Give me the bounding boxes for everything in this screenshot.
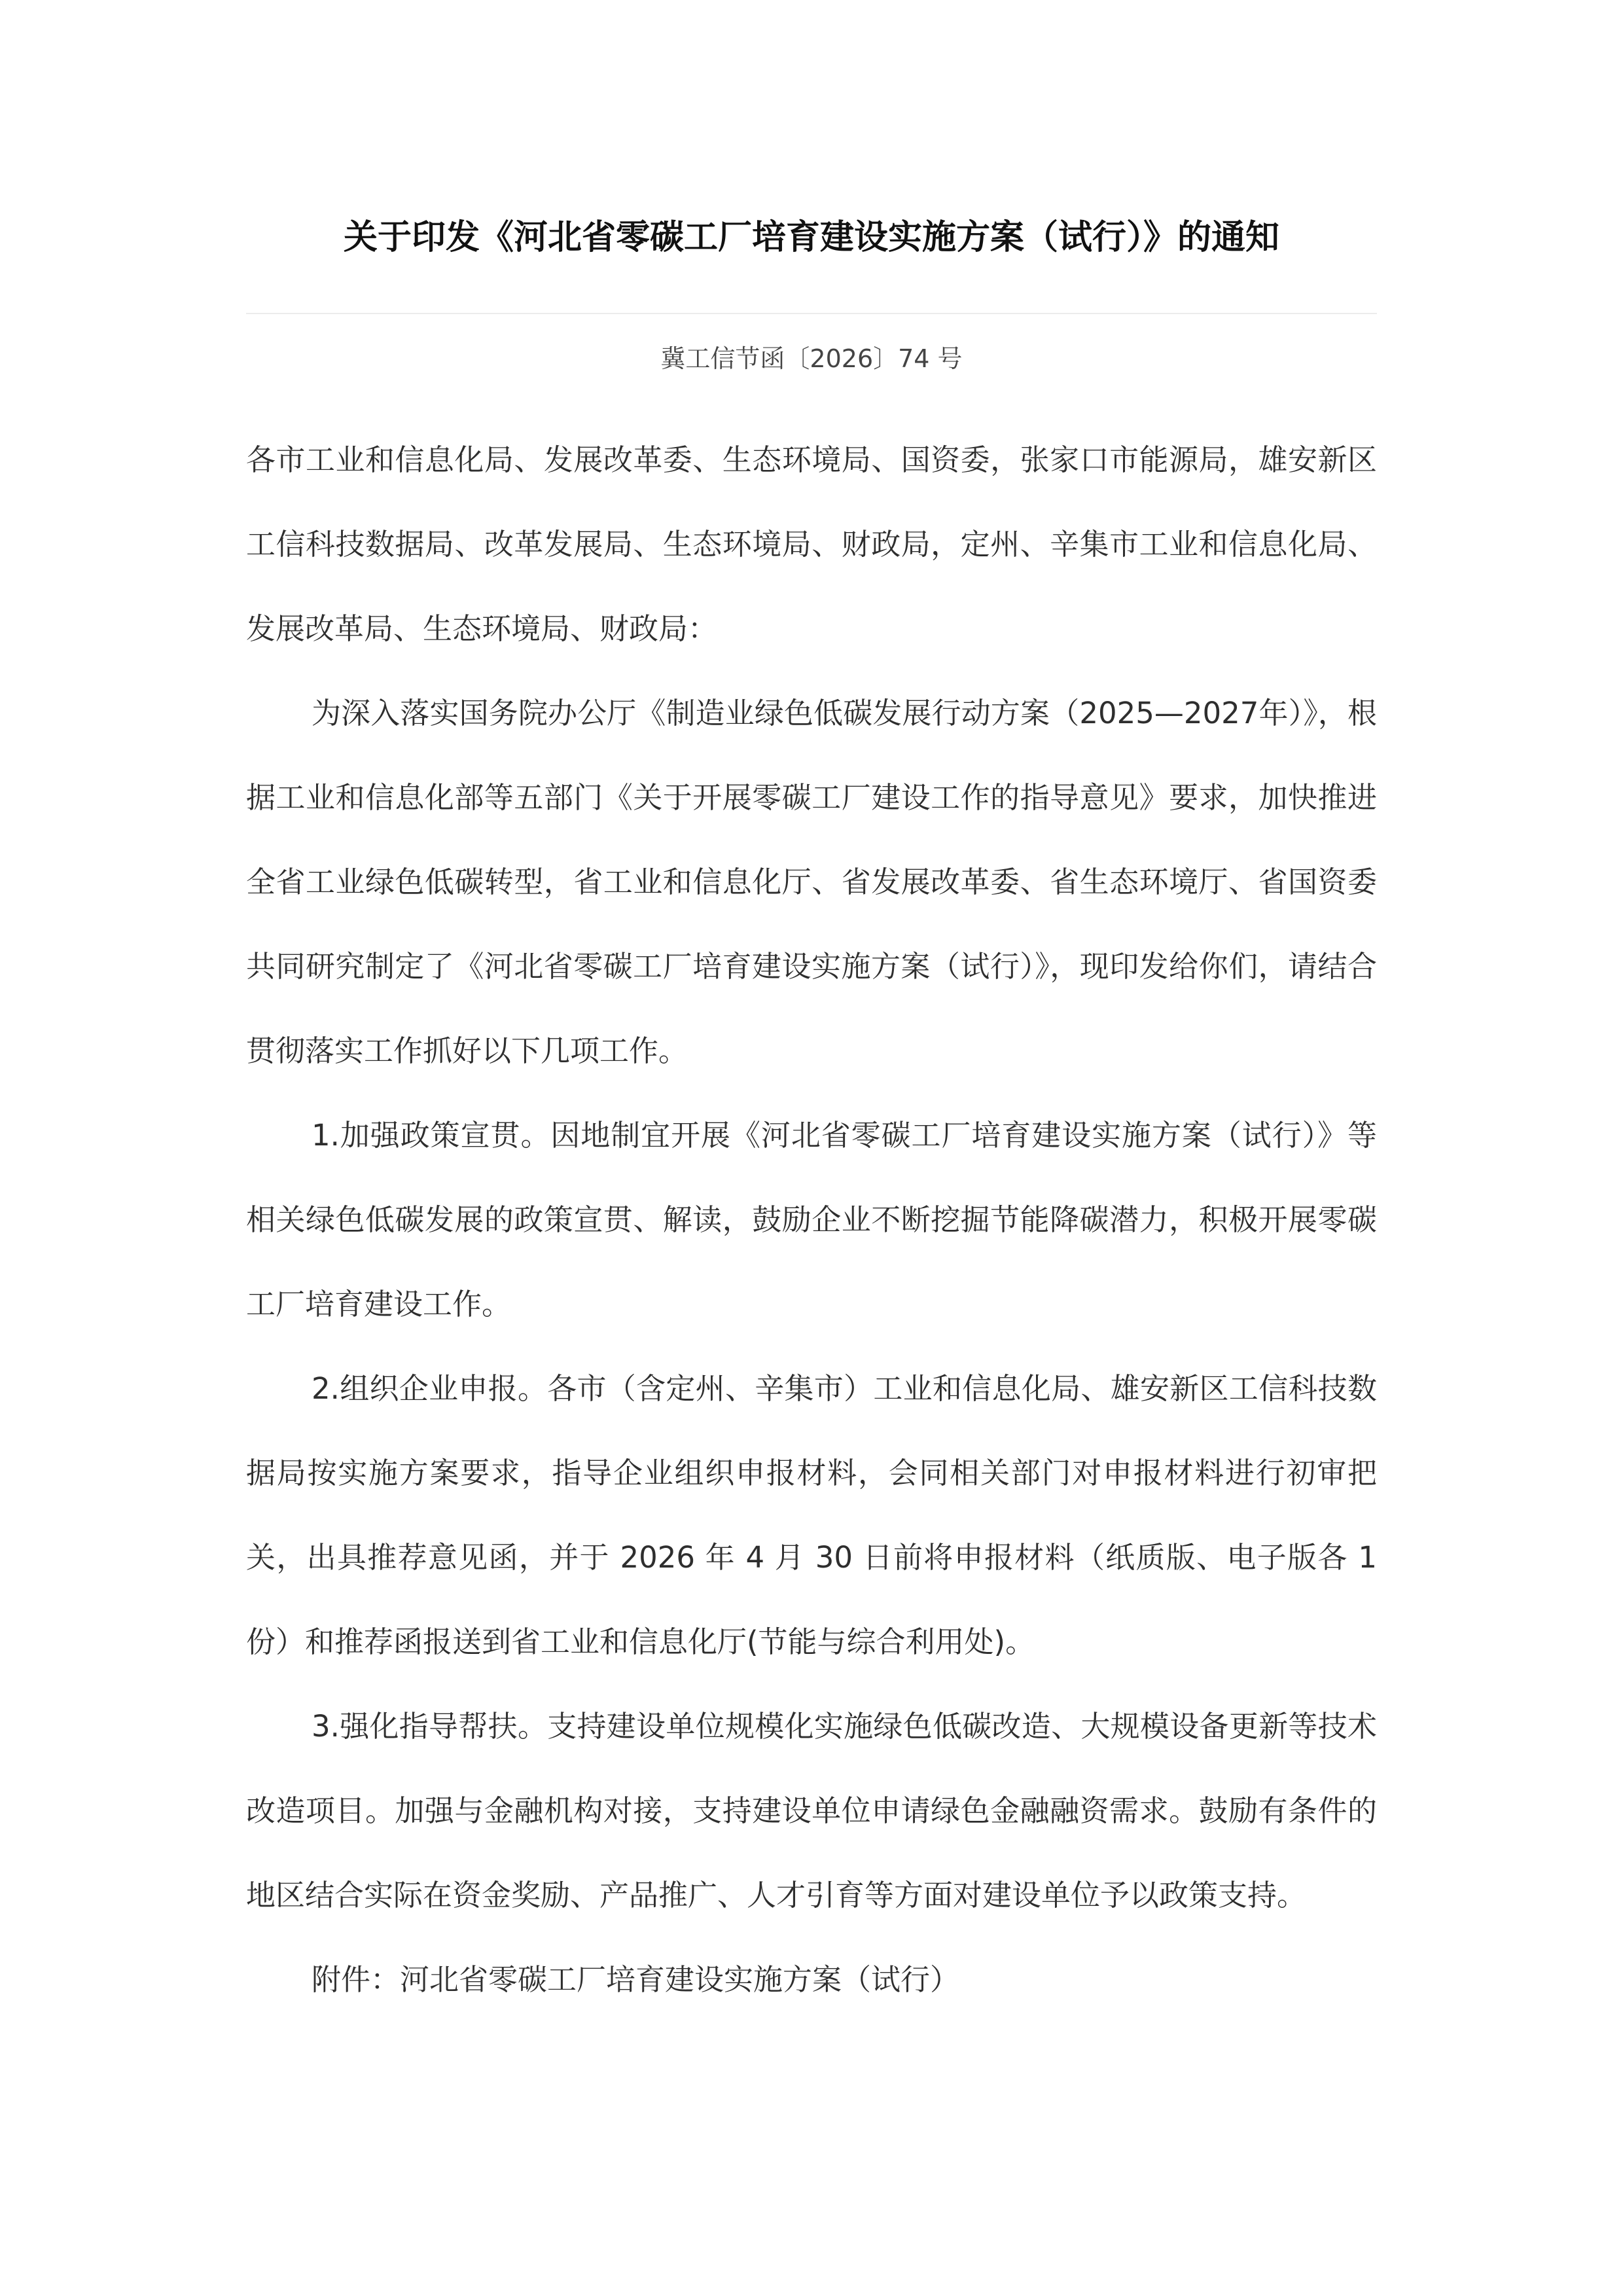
title-divider: [246, 313, 1377, 314]
document-title: 关于印发《河北省零碳工厂培育建设实施方案（试行）》的通知: [343, 218, 1279, 257]
item-paragraph-3: 3.强化指导帮扶。支持建设单位规模化实施绿色低碳改造、大规模设备更新等技术改造项目。加强与金融机构对接，支持建设单位申请绿色金融融资需求。鼓励有条件的地区结合实际在资金奖励、产品推广、人才引育等方面对建设单位予以政策支持。: [246, 1709, 1377, 1912]
attachment-line: 附件：河北省零碳工厂培育建设实施方案（试行）: [312, 1962, 960, 1997]
item-paragraph-1: 1.加强政策宣贯。因地制宜开展《河北省零碳工厂培育建设实施方案（试行）》等相关绿色低碳发展的政策宣贯、解读，鼓励企业不断挖掘节能降碳潜力，积极开展零碳工厂培育建设工作。: [246, 1118, 1377, 1321]
item-paragraph-2: 2.组织企业申报。各市（含定州、辛集市）工业和信息化局、雄安新区工信科技数据局按实施方案要求，指导企业组织申报材料，会同相关部门对申报材料进行初审把关，出具推荐意见函，并于 2026 年 4 月 30 日前将申报材料（纸质版、电子版各 1 份）和推荐函报送到省工业和信息化厅(节能与综合利用处)。: [246, 1371, 1377, 1659]
intro-paragraph: 为深入落实国务院办公厅《制造业绿色低碳发展行动方案（2025—2027年）》，根据工业和信息化部等五部门《关于开展零碳工厂建设工作的指导意见》要求，加快推进全省工业绿色低碳转型，省工业和信息化厅、省发展改革委、省生态环境厅、省国资委共同研究制定了《河北省零碳工厂培育建设实施方案（试行）》，现印发给你们，请结合贯彻落实工作抓好以下几项工作。: [246, 696, 1377, 1068]
document-body: [246, 418, 1377, 2022]
addressees-paragraph: 各市工业和信息化局、发展改革委、生态环境局、国资委，张家口市能源局，雄安新区工信科技数据局、改革发展局、生态环境局、财政局，定州、辛集市工业和信息化局、发展改革局、生态环境局、财政局：: [246, 442, 1377, 646]
document-number: 冀工信节函〔2026〕74 号: [660, 344, 963, 373]
